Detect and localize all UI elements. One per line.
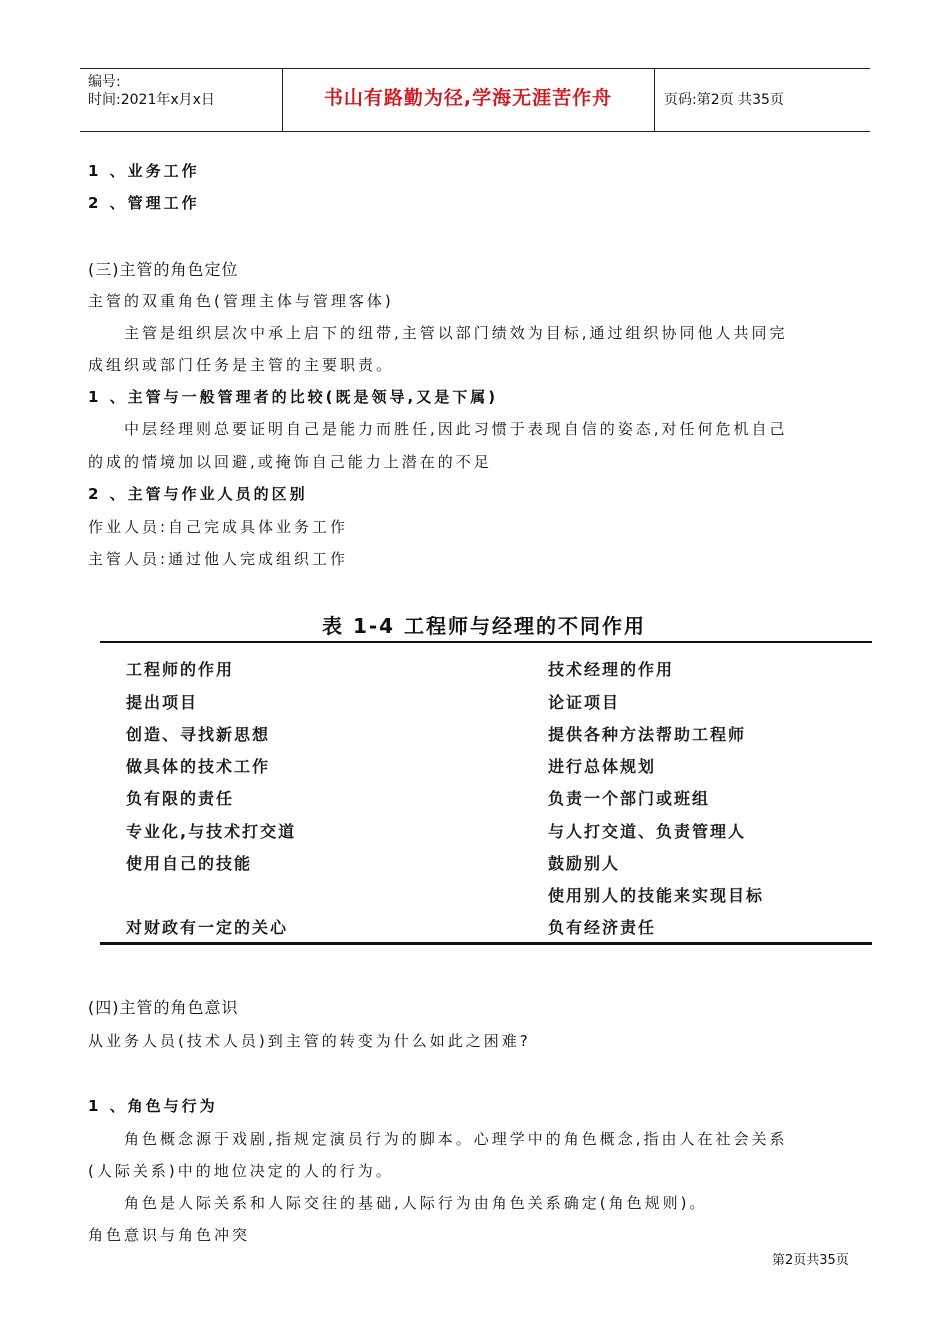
- table-top-rule: [100, 641, 872, 643]
- number-label: 编号:: [88, 74, 121, 90]
- paragraph: 角色概念源于戏剧,指规定演员行为的脚本。心理学中的角色概念,指由人在社会关系: [124, 1130, 788, 1148]
- table-cell: 使用自己的技能: [126, 854, 253, 873]
- paragraph: 角色意识与角色冲突: [88, 1226, 251, 1244]
- table-cell: 专业化,与技术打交道: [126, 822, 297, 841]
- table-cell: 进行总体规划: [548, 757, 657, 776]
- header-divider: [654, 69, 655, 131]
- time-label: 时间:2021年x月x日: [88, 92, 215, 108]
- table-cell: 负有限的责任: [126, 789, 235, 808]
- table-cell: 论证项目: [548, 693, 621, 712]
- table-cell: 提出项目: [126, 693, 199, 712]
- table-cell: 负有经济责任: [548, 918, 657, 937]
- table-cell: 创造、寻找新思想: [126, 725, 271, 744]
- table-cell: 提供各种方法帮助工程师: [548, 725, 747, 744]
- table-cell: 负责一个部门或班组: [548, 789, 711, 808]
- table-col-header-right: 技术经理的作用: [548, 660, 675, 679]
- paragraph: 主管人员:通过他人完成组织工作: [88, 550, 349, 568]
- list-item: 1 、业务工作: [88, 162, 200, 180]
- paragraph: 角色是人际关系和人际交往的基础,人际行为由角色关系确定(角色规则)。: [124, 1194, 708, 1212]
- page-footer: 第2页共35页: [772, 1253, 849, 1268]
- subheading: 1 、主管与一般管理者的比较(既是领导,又是下属): [88, 388, 499, 406]
- table-col-header-left: 工程师的作用: [126, 660, 235, 679]
- table-cell: 与人打交道、负责管理人: [548, 822, 747, 841]
- subheading: 2 、主管与作业人员的区别: [88, 485, 308, 503]
- paragraph: 主管的双重角色(管理主体与管理客体): [88, 292, 394, 310]
- paragraph: 从业务人员(技术人员)到主管的转变为什么如此之困难?: [88, 1032, 531, 1050]
- table-title: 表 1-4 工程师与经理的不同作用: [322, 614, 647, 638]
- table-cell: 做具体的技术工作: [126, 757, 271, 776]
- paragraph: 成组织或部门任务是主管的主要职责。: [88, 356, 395, 374]
- paragraph: 作业人员:自己完成具体业务工作: [88, 518, 349, 536]
- list-item: 2 、管理工作: [88, 194, 200, 212]
- paragraph: 中层经理则总要证明自己是能力而胜任,因此习惯于表现自信的姿态,对任何危机自己: [124, 420, 788, 438]
- header-meta: [88, 73, 215, 109]
- table-cell: 鼓励别人: [548, 854, 621, 873]
- paragraph: 主管是组织层次中承上启下的纽带,主管以部门绩效为目标,通过组织协同他人共同完: [124, 324, 788, 342]
- table-cell: 对财政有一定的关心: [126, 918, 289, 937]
- page-header: [80, 68, 870, 132]
- header-page-label: 页码:第2页 共35页: [664, 92, 784, 108]
- paragraph: 的成的情境加以回避,或掩饰自己能力上潜在的不足: [88, 453, 492, 471]
- section-heading: (四)主管的角色意识: [88, 998, 239, 1017]
- table-bottom-rule: [100, 942, 872, 945]
- subheading: 1 、角色与行为: [88, 1097, 218, 1115]
- section-heading: (三)主管的角色定位: [88, 260, 239, 279]
- table-cell: 使用别人的技能来实现目标: [548, 886, 765, 905]
- header-motto: 书山有路勤为径,学海无涯苦作舟: [323, 87, 613, 109]
- paragraph: (人际关系)中的地位决定的人的行为。: [88, 1162, 394, 1180]
